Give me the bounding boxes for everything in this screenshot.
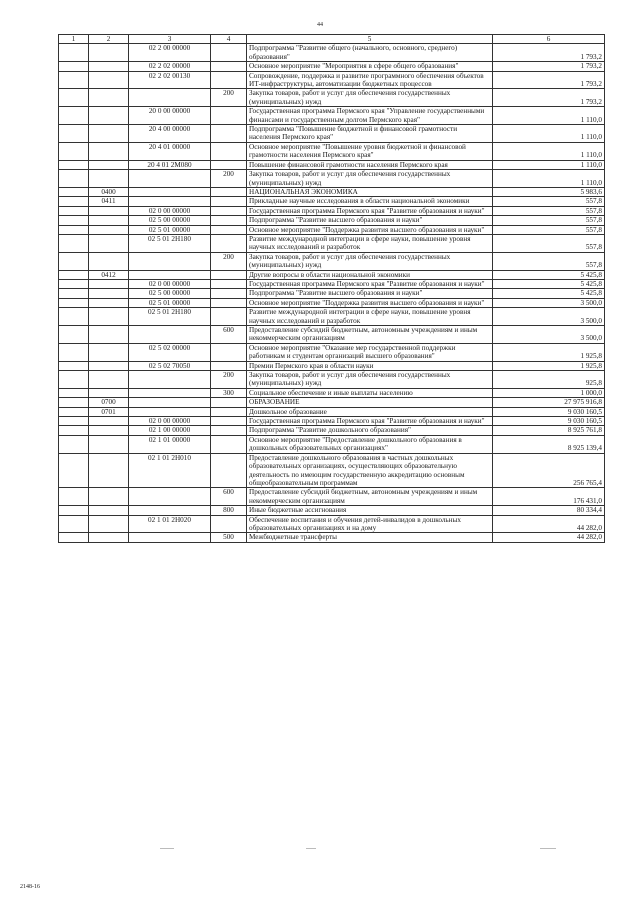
table-cell-c2 xyxy=(89,206,129,215)
table-row xyxy=(59,398,605,407)
table-cell-c1 xyxy=(59,206,89,215)
table-cell-c5: Дошкольное образование xyxy=(247,407,493,416)
table-cell-c3 xyxy=(129,488,211,506)
table-row xyxy=(59,197,605,206)
table-cell-c1 xyxy=(59,533,89,542)
column-header-5: 5 xyxy=(247,35,493,44)
column-header-4: 4 xyxy=(211,35,247,44)
table-cell-c3: 02 1 01 2Н010 xyxy=(129,453,211,488)
column-header-row xyxy=(59,35,605,44)
table-cell-c6: 8 925 761,8 xyxy=(493,426,605,435)
table-cell-c6: 44 282,0 xyxy=(493,515,605,533)
table-cell-c6: 925,8 xyxy=(493,371,605,389)
table-cell-c2 xyxy=(89,361,129,370)
table-row xyxy=(59,343,605,361)
table-cell-c3: 02 0 00 00000 xyxy=(129,206,211,215)
table-cell-c4: 500 xyxy=(211,533,247,542)
table-cell-c4 xyxy=(211,361,247,370)
table-cell-c1 xyxy=(59,71,89,89)
table-cell-c5: Основное мероприятие "Повышение уровня бюджетной и финансовой грамотности населения Пермского края" xyxy=(247,142,493,160)
table-cell-c4: 600 xyxy=(211,326,247,344)
table-row xyxy=(59,125,605,143)
table-cell-c2 xyxy=(89,89,129,107)
table-cell-c3: 02 5 01 00000 xyxy=(129,225,211,234)
table-cell-c1 xyxy=(59,270,89,279)
table-cell-c5: Премии Пермского края в области науки xyxy=(247,361,493,370)
table-cell-c5: Предоставление субсидий бюджетным, автономным учреждениям и иным некоммерческим организациям xyxy=(247,488,493,506)
table-cell-c4 xyxy=(211,234,247,252)
table-body xyxy=(59,44,605,542)
table-cell-c5: Государственная программа Пермского края "Развитие образования и науки" xyxy=(247,206,493,215)
table-row xyxy=(59,160,605,169)
table-row xyxy=(59,216,605,225)
table-cell-c4: 200 xyxy=(211,170,247,188)
table-cell-c4 xyxy=(211,216,247,225)
table-cell-c5: Прикладные научные исследования в области национальной экономики xyxy=(247,197,493,206)
table-cell-c6: 1 000,0 xyxy=(493,388,605,397)
table-cell-c1 xyxy=(59,326,89,344)
page-number: 44 xyxy=(317,22,323,28)
table-cell-c1 xyxy=(59,361,89,370)
table-row xyxy=(59,206,605,215)
table-cell-c5: Предоставление дошкольного образования в частных дошкольных образовательных организациях, осуществляющих образовательную деятельность по имеющим государственную аккредитацию основным общеобразовательным программам xyxy=(247,453,493,488)
table-cell-c3: 02 0 00 00000 xyxy=(129,417,211,426)
table-cell-c2 xyxy=(89,533,129,542)
table-cell-c4 xyxy=(211,206,247,215)
table-cell-c3: 02 2 02 00130 xyxy=(129,71,211,89)
table-cell-c2 xyxy=(89,44,129,62)
table-row xyxy=(59,308,605,326)
table-cell-c3: 02 5 02 00000 xyxy=(129,343,211,361)
table-cell-c2: 0411 xyxy=(89,197,129,206)
table-cell-c5: Межбюджетные трансферты xyxy=(247,533,493,542)
table-cell-c5: Подпрограмма "Развитие дошкольного образования" xyxy=(247,426,493,435)
table-row xyxy=(59,89,605,107)
table-cell-c3 xyxy=(129,533,211,542)
table-cell-c2 xyxy=(89,417,129,426)
table-cell-c4 xyxy=(211,398,247,407)
table-cell-c2: 0412 xyxy=(89,270,129,279)
table-cell-c5: Основное мероприятие "Мероприятия в сфере общего образования" xyxy=(247,62,493,71)
table-cell-c4 xyxy=(211,125,247,143)
table-cell-c6: 557,8 xyxy=(493,252,605,270)
table-row xyxy=(59,225,605,234)
table-row xyxy=(59,298,605,307)
table-row xyxy=(59,488,605,506)
table-row xyxy=(59,417,605,426)
table-cell-c1 xyxy=(59,506,89,515)
table-cell-c5: Развитие международной интеграции в сфере науки, повышение уровня научных исследований и разработок xyxy=(247,308,493,326)
table-cell-c1 xyxy=(59,234,89,252)
table-cell-c5: Подпрограмма "Развитие высшего образования и науки" xyxy=(247,216,493,225)
table-cell-c6: 8 925 139,4 xyxy=(493,435,605,453)
table-cell-c4 xyxy=(211,142,247,160)
table-cell-c2 xyxy=(89,298,129,307)
table-cell-c1 xyxy=(59,89,89,107)
table-cell-c1 xyxy=(59,107,89,125)
table-cell-c3 xyxy=(129,170,211,188)
table-row xyxy=(59,142,605,160)
table-cell-c2 xyxy=(89,142,129,160)
table-cell-c2 xyxy=(89,426,129,435)
table-cell-c2 xyxy=(89,125,129,143)
table-cell-c3: 02 1 00 00000 xyxy=(129,426,211,435)
table-row xyxy=(59,533,605,542)
table-cell-c6: 5 425,8 xyxy=(493,289,605,298)
table-row xyxy=(59,289,605,298)
table-row xyxy=(59,234,605,252)
table-cell-c1 xyxy=(59,279,89,288)
table-cell-c5: Обеспечение воспитания и обучения детей-инвалидов в дошкольных образовательных организациях и на дому xyxy=(247,515,493,533)
table-cell-c2 xyxy=(89,289,129,298)
table-row xyxy=(59,62,605,71)
table-cell-c4 xyxy=(211,160,247,169)
table-cell-c3: 02 1 01 2Н020 xyxy=(129,515,211,533)
table-cell-c5: Подпрограмма "Развитие высшего образования и науки" xyxy=(247,289,493,298)
table-cell-c6: 1 925,8 xyxy=(493,343,605,361)
column-header-3: 3 xyxy=(129,35,211,44)
table-cell-c5: Подпрограмма "Повышение бюджетной и финансовой грамотности населения Пермского края" xyxy=(247,125,493,143)
table-cell-c2 xyxy=(89,234,129,252)
table-cell-c6: 1 793,2 xyxy=(493,62,605,71)
scan-artifact xyxy=(306,848,316,849)
table-cell-c6: 1 793,2 xyxy=(493,71,605,89)
table-cell-c4 xyxy=(211,407,247,416)
table-cell-c3 xyxy=(129,506,211,515)
table-cell-c3: 20 4 01 00000 xyxy=(129,142,211,160)
table-cell-c3 xyxy=(129,407,211,416)
table-cell-c6: 3 500,0 xyxy=(493,298,605,307)
table-cell-c5: ОБРАЗОВАНИЕ xyxy=(247,398,493,407)
table-cell-c6: 557,8 xyxy=(493,225,605,234)
table-row xyxy=(59,407,605,416)
table-cell-c2 xyxy=(89,506,129,515)
table-cell-c4: 300 xyxy=(211,388,247,397)
table-cell-c2 xyxy=(89,371,129,389)
table-cell-c1 xyxy=(59,225,89,234)
table-cell-c4: 200 xyxy=(211,371,247,389)
table-cell-c4 xyxy=(211,308,247,326)
table-cell-c1 xyxy=(59,407,89,416)
table-row xyxy=(59,279,605,288)
table-cell-c5: Государственная программа Пермского края "Развитие образования и науки" xyxy=(247,417,493,426)
table-cell-c2 xyxy=(89,62,129,71)
table-cell-c1 xyxy=(59,62,89,71)
table-cell-c6: 80 334,4 xyxy=(493,506,605,515)
table-cell-c6: 9 030 160,5 xyxy=(493,407,605,416)
table-cell-c4 xyxy=(211,417,247,426)
table-cell-c2 xyxy=(89,435,129,453)
table-cell-c3: 02 5 01 2Н180 xyxy=(129,308,211,326)
table-cell-c4 xyxy=(211,107,247,125)
budget-table xyxy=(58,34,605,543)
table-cell-c5: НАЦИОНАЛЬНАЯ ЭКОНОМИКА xyxy=(247,187,493,196)
table-cell-c6: 1 110,0 xyxy=(493,170,605,188)
table-cell-c2 xyxy=(89,326,129,344)
table-cell-c4 xyxy=(211,279,247,288)
table-cell-c5: Повышение финансовой грамотности населения Пермского края xyxy=(247,160,493,169)
table-cell-c1 xyxy=(59,289,89,298)
table-cell-c1 xyxy=(59,371,89,389)
table-cell-c3 xyxy=(129,197,211,206)
column-header-1: 1 xyxy=(59,35,89,44)
table-cell-c5: Социальное обеспечение и иные выплаты населению xyxy=(247,388,493,397)
table-row xyxy=(59,326,605,344)
table-cell-c3: 20 4 01 2М080 xyxy=(129,160,211,169)
table-cell-c4 xyxy=(211,298,247,307)
table-cell-c2 xyxy=(89,343,129,361)
table-row xyxy=(59,371,605,389)
table-cell-c3: 02 2 00 00000 xyxy=(129,44,211,62)
table-cell-c2 xyxy=(89,252,129,270)
table-cell-c3: 20 0 00 00000 xyxy=(129,107,211,125)
column-header-2: 2 xyxy=(89,35,129,44)
table-cell-c6: 557,8 xyxy=(493,197,605,206)
table-cell-c3: 02 1 01 00000 xyxy=(129,435,211,453)
table-cell-c2 xyxy=(89,160,129,169)
table-cell-c3 xyxy=(129,252,211,270)
table-cell-c4 xyxy=(211,197,247,206)
table-cell-c6: 1 110,0 xyxy=(493,107,605,125)
table-cell-c3 xyxy=(129,326,211,344)
table-cell-c1 xyxy=(59,216,89,225)
table-cell-c5: Основное мероприятие "Поддержка развития высшего образования и науки" xyxy=(247,225,493,234)
table-cell-c5: Основное мероприятие "Оказание мер государственной поддержки работникам и студентам организаций высшего образования" xyxy=(247,343,493,361)
column-header-6: 6 xyxy=(493,35,605,44)
table-cell-c5: Сопровождение, поддержка и развитие программного обеспечения объектов ИТ-инфраструктуры, автоматизации бюджетных процессов xyxy=(247,71,493,89)
document-code: 2148-16 xyxy=(20,884,40,890)
table-row xyxy=(59,71,605,89)
table-cell-c3: 02 5 02 70050 xyxy=(129,361,211,370)
table-cell-c5: Государственная программа Пермского края "Развитие образования и науки" xyxy=(247,279,493,288)
table-cell-c6: 44 282,0 xyxy=(493,533,605,542)
table-cell-c1 xyxy=(59,343,89,361)
table-cell-c6: 1 110,0 xyxy=(493,142,605,160)
table-cell-c2 xyxy=(89,453,129,488)
table-cell-c3 xyxy=(129,270,211,279)
table-cell-c4 xyxy=(211,435,247,453)
table-row xyxy=(59,107,605,125)
table-row xyxy=(59,270,605,279)
table-cell-c6: 1 110,0 xyxy=(493,160,605,169)
table-cell-c5: Другие вопросы в области национальной экономики xyxy=(247,270,493,279)
table-cell-c1 xyxy=(59,435,89,453)
table-cell-c1 xyxy=(59,388,89,397)
table-cell-c2 xyxy=(89,107,129,125)
table-row xyxy=(59,515,605,533)
table-cell-c1 xyxy=(59,308,89,326)
table-cell-c1 xyxy=(59,197,89,206)
table-cell-c1 xyxy=(59,187,89,196)
table-cell-c4: 600 xyxy=(211,488,247,506)
table-cell-c3: 02 5 01 00000 xyxy=(129,298,211,307)
table-cell-c2 xyxy=(89,71,129,89)
table-cell-c4 xyxy=(211,44,247,62)
table-cell-c6: 3 500,0 xyxy=(493,326,605,344)
table-cell-c6: 1 110,0 xyxy=(493,125,605,143)
table-cell-c2 xyxy=(89,216,129,225)
table-cell-c4 xyxy=(211,225,247,234)
table-cell-c1 xyxy=(59,142,89,160)
table-cell-c6: 557,8 xyxy=(493,206,605,215)
table-cell-c1 xyxy=(59,398,89,407)
table-row xyxy=(59,388,605,397)
table-cell-c1 xyxy=(59,417,89,426)
table-cell-c2 xyxy=(89,225,129,234)
table-cell-c3: 02 5 00 00000 xyxy=(129,289,211,298)
table-cell-c4: 800 xyxy=(211,506,247,515)
table-cell-c3 xyxy=(129,398,211,407)
table-cell-c5: Предоставление субсидий бюджетным, автономным учреждениям и иным некоммерческим организациям xyxy=(247,326,493,344)
table-cell-c2: 0701 xyxy=(89,407,129,416)
table-cell-c5: Закупка товаров, работ и услуг для обеспечения государственных (муниципальных) нужд xyxy=(247,252,493,270)
table-cell-c2 xyxy=(89,388,129,397)
table-cell-c5: Закупка товаров, работ и услуг для обеспечения государственных (муниципальных) нужд xyxy=(247,89,493,107)
table-cell-c6: 9 030 160,5 xyxy=(493,417,605,426)
table-cell-c4 xyxy=(211,187,247,196)
table-row xyxy=(59,453,605,488)
table-row xyxy=(59,252,605,270)
table-cell-c2: 0400 xyxy=(89,187,129,196)
table-row xyxy=(59,435,605,453)
scan-artifact xyxy=(160,848,174,849)
table-cell-c2 xyxy=(89,170,129,188)
table-row xyxy=(59,187,605,196)
table-cell-c1 xyxy=(59,298,89,307)
table-cell-c4 xyxy=(211,270,247,279)
table-cell-c1 xyxy=(59,453,89,488)
table-cell-c3 xyxy=(129,388,211,397)
table-cell-c5: Закупка товаров, работ и услуг для обеспечения государственных (муниципальных) нужд xyxy=(247,170,493,188)
scan-artifact xyxy=(540,848,556,849)
table-cell-c5: Государственная программа Пермского края "Управление государственными финансами и государственным долгом Пермского края" xyxy=(247,107,493,125)
table-cell-c3: 02 2 02 00000 xyxy=(129,62,211,71)
table-cell-c3 xyxy=(129,89,211,107)
table-cell-c4 xyxy=(211,426,247,435)
table-cell-c5: Иные бюджетные ассигнования xyxy=(247,506,493,515)
table-cell-c5: Основное мероприятие "Поддержка развития высшего образования и науки" xyxy=(247,298,493,307)
table-row xyxy=(59,426,605,435)
table-cell-c1 xyxy=(59,426,89,435)
table-cell-c4 xyxy=(211,343,247,361)
table-cell-c6: 176 431,0 xyxy=(493,488,605,506)
table-cell-c2 xyxy=(89,308,129,326)
table-row xyxy=(59,361,605,370)
table-cell-c4: 200 xyxy=(211,252,247,270)
table-cell-c2 xyxy=(89,488,129,506)
table-cell-c6: 1 793,2 xyxy=(493,89,605,107)
table-cell-c4: 200 xyxy=(211,89,247,107)
table-cell-c6: 256 765,4 xyxy=(493,453,605,488)
table-cell-c3 xyxy=(129,371,211,389)
table-cell-c1 xyxy=(59,488,89,506)
table-cell-c2: 0700 xyxy=(89,398,129,407)
table-cell-c4 xyxy=(211,71,247,89)
table-cell-c4 xyxy=(211,453,247,488)
table-cell-c3: 02 5 01 2Н180 xyxy=(129,234,211,252)
table-cell-c3: 20 4 00 00000 xyxy=(129,125,211,143)
table-cell-c6: 557,8 xyxy=(493,234,605,252)
table-cell-c2 xyxy=(89,515,129,533)
table-cell-c3: 02 0 00 00000 xyxy=(129,279,211,288)
table-cell-c1 xyxy=(59,160,89,169)
table-row xyxy=(59,170,605,188)
table-cell-c5: Подпрограмма "Развитие общего (начального, основного, среднего) образования" xyxy=(247,44,493,62)
table-cell-c6: 3 500,0 xyxy=(493,308,605,326)
table-cell-c4 xyxy=(211,62,247,71)
table-cell-c1 xyxy=(59,170,89,188)
table-row xyxy=(59,506,605,515)
table-cell-c6: 557,8 xyxy=(493,216,605,225)
table-cell-c6: 5 425,8 xyxy=(493,270,605,279)
table-cell-c1 xyxy=(59,125,89,143)
table-cell-c1 xyxy=(59,44,89,62)
table-cell-c1 xyxy=(59,252,89,270)
table-cell-c1 xyxy=(59,515,89,533)
table-cell-c3: 02 5 00 00000 xyxy=(129,216,211,225)
table-cell-c2 xyxy=(89,279,129,288)
table-cell-c3 xyxy=(129,187,211,196)
table-cell-c6: 27 975 916,8 xyxy=(493,398,605,407)
table-cell-c6: 5 425,8 xyxy=(493,279,605,288)
table-cell-c6: 1 925,8 xyxy=(493,361,605,370)
table-cell-c4 xyxy=(211,289,247,298)
table-cell-c4 xyxy=(211,515,247,533)
table-cell-c5: Развитие международной интеграции в сфере науки, повышение уровня научных исследований и разработок xyxy=(247,234,493,252)
table-cell-c6: 5 983,6 xyxy=(493,187,605,196)
table-cell-c5: Закупка товаров, работ и услуг для обеспечения государственных (муниципальных) нужд xyxy=(247,371,493,389)
table-row xyxy=(59,44,605,62)
table-cell-c6: 1 793,2 xyxy=(493,44,605,62)
table-cell-c5: Основное мероприятие "Предоставление дошкольного образования в дошкольных образовательных организациях" xyxy=(247,435,493,453)
